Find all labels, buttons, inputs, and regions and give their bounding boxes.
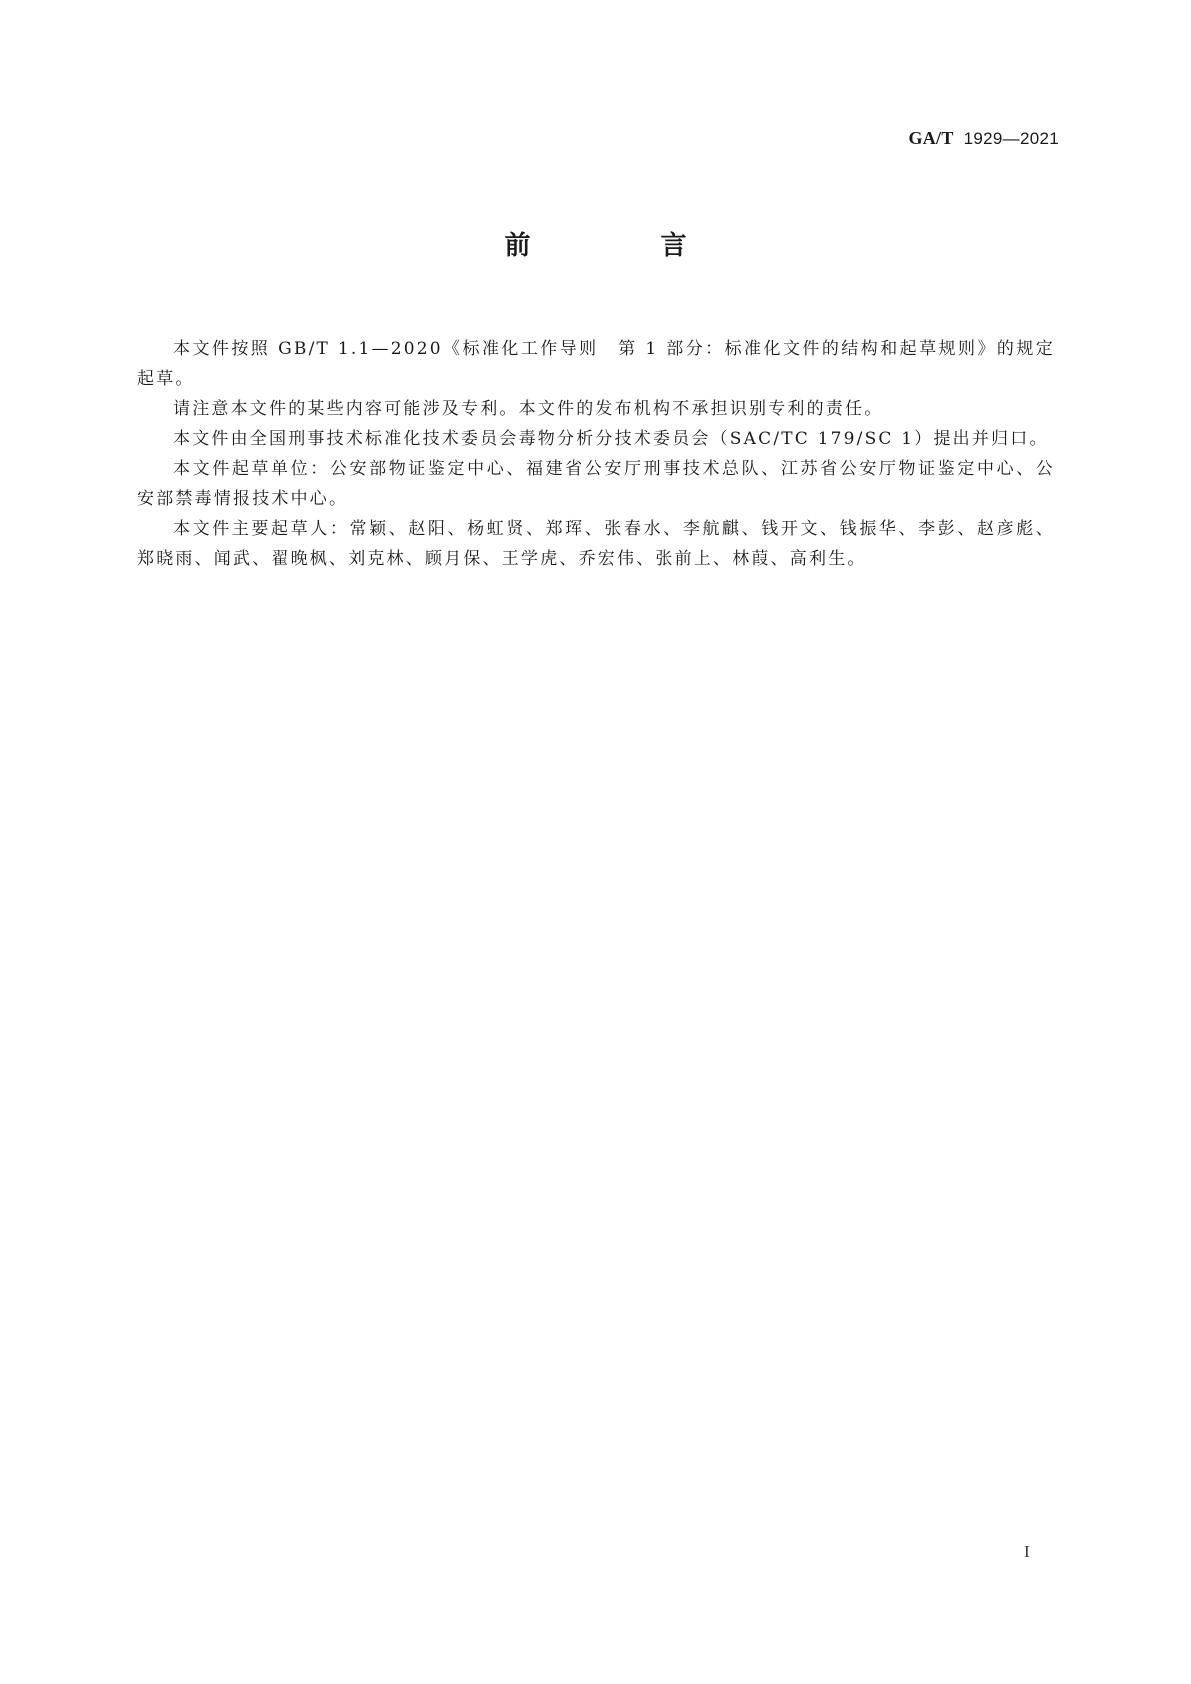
standard-prefix: GA/T xyxy=(908,128,954,148)
standard-code xyxy=(908,128,1059,149)
paragraph-drafting-rules: 本文件按照 GB/T 1.1—2020《标准化工作导则 第 1 部分：标准化文件的结构和起草规则》的规定起草。 xyxy=(137,339,1055,389)
paragraph-proposer: 本文件由全国刑事技术标准化技术委员会毒物分析分技术委员会（SAC/TC 179/SC 1）提出并归口。 xyxy=(173,429,1049,449)
standard-number: 1929—2021 xyxy=(963,129,1059,148)
paragraph-drafting-units: 本文件起草单位：公安部物证鉴定中心、福建省公安厅刑事技术总队、江苏省公安厅物证鉴定中心、公安部禁毒情报技术中心。 xyxy=(137,459,1055,509)
paragraph-patent-notice: 请注意本文件的某些内容可能涉及专利。本文件的发布机构不承担识别专利的责任。 xyxy=(173,399,884,419)
preface-body xyxy=(137,334,1055,574)
page-title: 前 言 xyxy=(504,231,739,261)
page-number: I xyxy=(1024,1542,1030,1561)
paragraph-drafters: 本文件主要起草人：常颖、赵阳、杨虹贤、郑珲、张春水、李航麒、钱开文、钱振华、李彭、赵彦彪、郑晓雨、闻武、翟晚枫、刘克林、顾月保、王学虎、乔宏伟、张前上、林葭、高利生。 xyxy=(137,519,1055,569)
